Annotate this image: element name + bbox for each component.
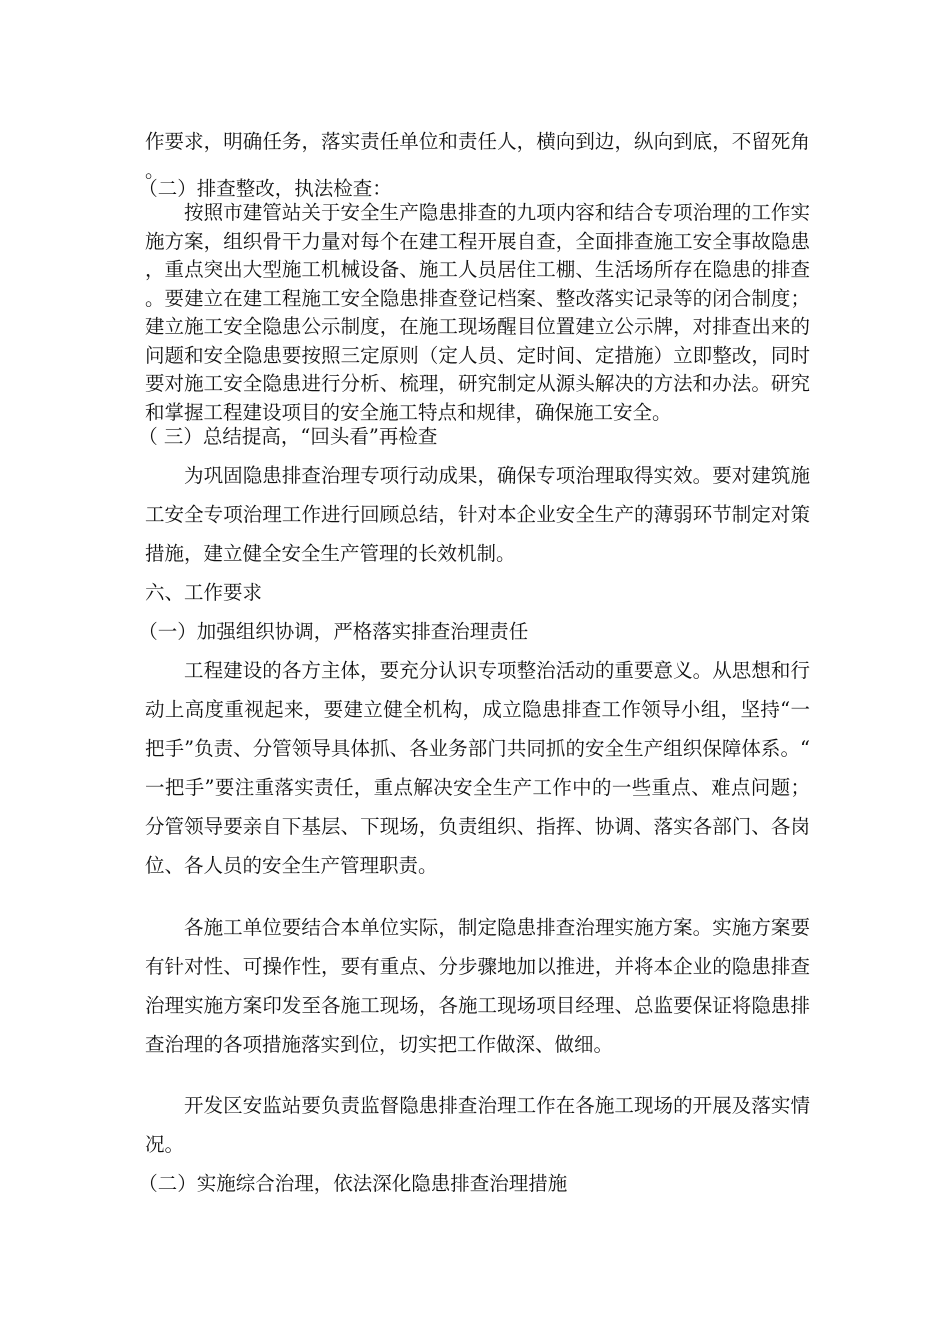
- paragraph-organization-coordination: 工程建设的各方主体，要充分认识专项整治活动的重要意义。从思想和行动上高度重视起来，要建立健全机构，成立隐患排查工作领导小组，坚持“一把手”负责、分管领导具体抓、各业务部门共同抓的安全生产组织保障体系。“一把手”要注重落实责任，重点解决安全生产工作中的一些重点、难点问题；分管领导要亲自下基层、下现场，负责组织、指挥、协调、落实各部门、各岗位、各人员的安全生产管理职责。: [145, 659, 810, 877]
- heading-organization-coordination: （一）加强组织协调，严格落实排查治理责任: [138, 620, 529, 643]
- heading-comprehensive-governance: （二）实施综合治理，依法深化隐患排查治理措施: [138, 1172, 568, 1195]
- heading-work-requirements: 六、工作要求: [145, 581, 263, 604]
- paragraph-continued-requirements: 作要求，明确任务，落实责任单位和责任人，横向到边，纵向到底，不留死角。: [145, 130, 810, 182]
- heading-inspection-rectification: （二）排查整改，执法检查：: [138, 177, 392, 200]
- heading-summary-review: （ 三）总结提高，“回头看”再检查: [138, 425, 438, 448]
- paragraph-implementation-plan: 各施工单位要结合本单位实际，制定隐患排查治理实施方案。实施方案要有针对性、可操作性，要有重点、分步骤地加以推进，并将本企业的隐患排查治理实施方案印发至各施工现场，各施工现场项目经理、总监要保证将隐患排查治理的各项措施落实到位，切实把工作做深、做细。: [145, 916, 810, 1056]
- paragraph-inspection-rectification: 按照市建管站关于安全生产隐患排查的九项内容和结合专项治理的工作实施方案，组织骨干力量对每个在建工程开展自查，全面排查施工安全事故隐患，重点突出大型施工机械设备、施工人员居住工棚、生活场所存在隐患的排查。要建立在建工程施工安全隐患排查登记档案、整改落实记录等的闭合制度；建立施工安全隐患公示制度，在施工现场醒目位置建立公示牌，对排查出来的问题和安全隐患要按照三定原则（定人员、定时间、定措施）立即整改，同时要对施工安全隐患进行分析、梳理，研究制定从源头解决的方法和办法。研究和掌握工程建设项目的安全施工特点和规律，确保施工安全。: [145, 201, 810, 424]
- paragraph-summary-review: 为巩固隐患排查治理专项行动成果，确保专项治理取得实效。要对建筑施工安全专项治理工作进行回顾总结，针对本企业安全生产的薄弱环节制定对策措施，建立健全安全生产管理的长效机制。: [145, 464, 810, 565]
- paragraph-safety-supervision: 开发区安监站要负责监督隐患排查治理工作在各施工现场的开展及落实情况。: [145, 1094, 810, 1156]
